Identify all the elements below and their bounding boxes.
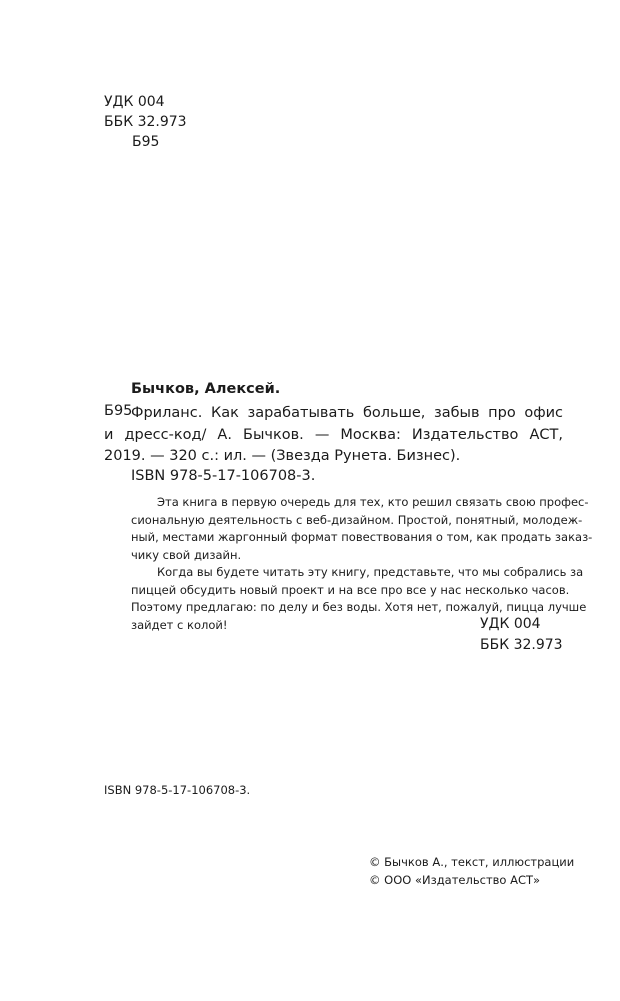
classification-bottom xyxy=(480,614,563,656)
classification-top xyxy=(104,92,187,152)
annotation-line: чику свой дизайн. xyxy=(131,547,242,562)
copyright-line-publisher: © ООО «Издательство АСТ» xyxy=(369,873,541,887)
copyright-block xyxy=(369,853,574,889)
annotation-line: пиццей обсудить новый проект и на все про все у нас несколько часов. xyxy=(131,582,570,597)
udk-code: УДК 004 xyxy=(480,616,541,632)
copyright-line-author: © Бычков А., текст, иллюстрации xyxy=(369,855,575,869)
annotation-line: сиональную деятельность с веб-дизайном. Простой, понятный, молодеж- xyxy=(131,512,583,527)
annotation-line: зайдет с колой! xyxy=(131,617,228,632)
annotation xyxy=(131,494,593,634)
annotation-line: Когда вы будете читать эту книгу, представьте, что мы собрались за xyxy=(157,565,584,579)
author-sign: Б95 xyxy=(132,134,160,150)
udk-code: УДК 004 xyxy=(104,94,165,110)
annotation-line: Поэтому предлагаю: по делу и без воды. Хотя нет, пожалуй, пицца лучше xyxy=(131,600,587,614)
record-line-2: и дресс-код/ А. Бычков. — Москва: Издательство АСТ, xyxy=(104,426,563,443)
record-isbn: ISBN 978-5-17-106708-3. xyxy=(131,468,316,484)
annotation-paragraph-1 xyxy=(131,494,593,564)
bbk-code: ББК 32.973 xyxy=(104,114,187,130)
record-line-3: 2019. — 320 с.: ил. — (Звезда Рунета. Бизнес). xyxy=(104,448,461,464)
isbn-footer: ISBN 978-5-17-106708-3. xyxy=(104,783,251,797)
annotation-line: Эта книга в первую очередь для тех, кто решил связать свою профес- xyxy=(157,495,589,509)
record-author: Бычков, Алексей. xyxy=(131,381,281,397)
annotation-line: ный, местами жаргонный формат повествования о том, как продать заказ- xyxy=(131,530,593,544)
bbk-code: ББК 32.973 xyxy=(480,637,563,653)
record-line-1: Фриланс. Как зарабатывать больше, забыв про офис xyxy=(131,405,563,421)
record-author-sign: Б95 xyxy=(104,403,133,419)
